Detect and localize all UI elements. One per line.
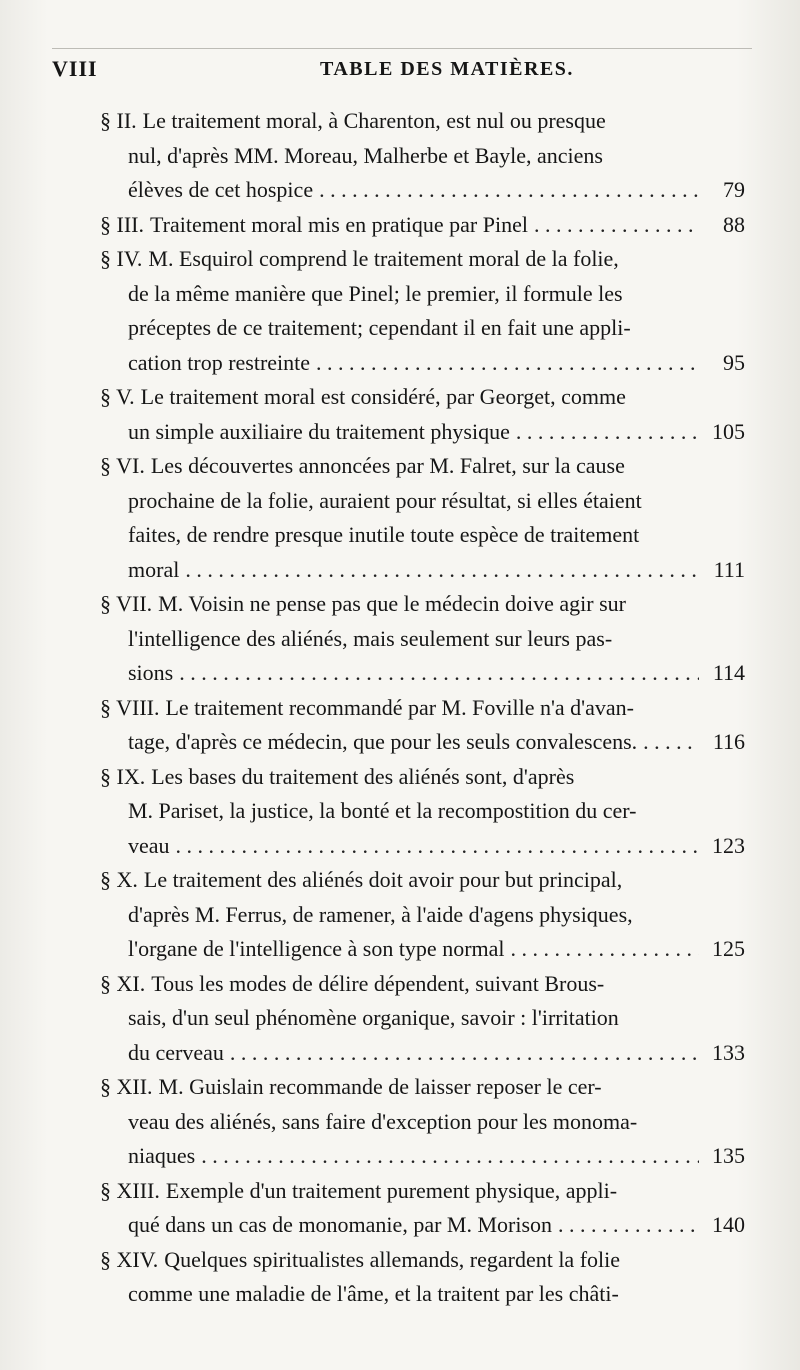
section-mark: § II. [100,108,137,133]
toc-line [100,863,745,898]
page-header [52,56,752,92]
toc-entry [100,760,745,864]
toc-line [100,898,745,933]
toc-line-text: un simple auxiliaire du traitement physique [128,418,510,444]
toc-line [100,967,745,1002]
toc-line-text: Exemple d'un traitement purement physique, appli- [165,1177,618,1203]
toc-line-text: d'après M. Ferrus, de ramener, à l'aide d'agens physiques, [128,901,633,927]
page-reference: 140 [712,1212,745,1237]
toc-entry [100,863,745,967]
toc-text [128,1109,637,1134]
toc-line-text: sais, d'un seul phénomène organique, savoir : l'irritation [128,1005,619,1030]
toc-text [100,971,604,996]
section-mark: § VII. [100,591,153,616]
toc-line [100,311,745,346]
dot-leader [511,932,699,967]
toc-line [100,208,745,243]
toc-line-text: moral [128,556,180,582]
toc-line [100,1139,745,1174]
toc-text [128,932,505,967]
dot-leader [534,208,699,243]
toc-entry [100,242,745,380]
toc-text [128,315,631,340]
dot-leader [201,1139,699,1174]
dot-leader [558,1208,699,1243]
toc-line [100,794,745,829]
toc-line [100,587,745,622]
toc-text [128,346,310,381]
toc-line [100,380,745,415]
toc-entry [100,1070,745,1174]
toc-entry [100,967,745,1071]
toc-line [100,173,745,208]
toc-line-text: nul, d'après MM. Moreau, Malherbe et Bayle, anciens [128,142,603,168]
toc-text [100,453,625,478]
page-reference: 88 [723,211,745,237]
toc-line [100,415,745,450]
toc-line-text: de la même manière que Pinel; le premier, il formule les [128,280,623,306]
toc-line-text: veau des aliénés, sans faire d'exception pour les monoma- [128,1108,638,1134]
toc-line-text: veau [128,832,170,858]
page-reference: 111 [713,556,745,582]
toc-text [100,1074,602,1099]
toc-line-text: Le traitement recommandé par M. Foville n'a d'avan- [165,694,634,720]
toc-line [100,1105,745,1140]
toc-line [100,553,745,588]
toc-text [128,1036,224,1071]
dot-leader [176,829,699,864]
section-mark: § VIII. [100,694,160,720]
toc-line-text: comme une maladie de l'âme, et la traitent par les châti- [128,1281,619,1306]
section-mark: § X. [100,867,138,892]
toc-text [128,415,510,450]
toc-line [100,242,745,277]
running-title: TABLE DES MATIÈRES. [320,58,574,80]
toc-line [100,518,745,553]
section-mark: § XIII. [100,1177,160,1203]
section-mark: § XII. [100,1074,153,1099]
toc-line [100,277,745,312]
toc-line [100,449,745,484]
toc-line-text: Traitement moral mis en pratique par Pinel [149,211,528,237]
section-mark: § IX. [100,763,146,789]
toc-text [128,143,603,168]
toc-line-text: qué dans un cas de monomanie, par M. Morison [128,1212,553,1237]
toc-line-text: Les découvertes annoncées par M. Falret, sur la cause [150,453,625,478]
section-mark: § XIV. [100,1246,159,1272]
toc-text [100,108,606,133]
toc-line-text: M. Guislain recommande de laisser reposer le cer- [158,1074,602,1099]
toc-line-text: M. Pariset, la justice, la bonté et la recompostition du cer- [128,798,637,823]
toc-line-text: tage, d'après ce médecin, que pour les seuls convalescens. [128,729,638,754]
toc-text [100,384,626,409]
toc-text [128,1005,619,1030]
toc-text [100,591,626,616]
toc-text [128,173,313,208]
dot-leader [316,346,699,381]
toc-line [100,829,745,864]
toc-text [100,867,622,892]
page-reference: 114 [712,660,745,685]
page-reference: 105 [712,418,745,444]
toc-text [100,1247,620,1272]
toc-line-text: sions [128,660,174,685]
toc-line-text: Le traitement moral est considéré, par Georget, comme [140,384,626,409]
toc-line-text: Quelques spiritualistes allemands, regardent la folie [164,1246,621,1272]
toc-line [100,760,745,795]
toc-line-text: l'intelligence des aliénés, mais seulement sur leurs pas- [128,625,613,651]
table-of-contents [100,104,745,1312]
toc-line-text: du cerveau [128,1039,224,1065]
toc-line-text: faites, de rendre presque inutile toute espèce de traitement [128,522,640,547]
toc-line-text: élèves de cet hospice [128,177,314,202]
toc-entry [100,1174,745,1243]
toc-text [128,798,636,823]
toc-line [100,1208,745,1243]
toc-line-text: Le traitement moral, à Charenton, est nul ou presque [142,108,606,133]
toc-line-text: prochaine de la folie, auraient pour résultat, si elles étaient [128,487,642,513]
toc-line [100,1001,745,1036]
toc-line-text: préceptes de ce traitement; cependant il en fait une appli- [128,315,631,340]
toc-entry [100,208,745,243]
page-reference: 116 [712,729,745,754]
toc-line [100,622,745,657]
dot-leader [643,725,699,760]
toc-line-text: M. Voisin ne pense pas que le médecin doive agir sur [158,591,626,616]
toc-line-text: M. Esquirol comprend le traitement moral de la folie, [148,246,619,271]
toc-text [128,281,623,306]
toc-text [128,829,170,864]
dot-leader [230,1036,699,1071]
dot-leader [516,415,699,450]
toc-text [128,725,637,760]
toc-text [128,1281,619,1306]
toc-line [100,346,745,381]
toc-text [128,553,179,588]
toc-line [100,1036,745,1071]
section-mark: § XI. [100,970,146,996]
section-mark: § VI. [100,453,145,478]
toc-line [100,1277,745,1312]
toc-text [128,626,612,651]
toc-entry [100,587,745,691]
top-rule [52,48,752,49]
toc-line-text: Le traitement des aliénés doit avoir pour but principal, [143,867,623,892]
dot-leader [319,173,699,208]
toc-line [100,656,745,691]
toc-text [100,764,574,789]
toc-line [100,691,745,726]
toc-line [100,725,745,760]
toc-text [128,1139,195,1174]
section-mark: § IV. [100,246,143,271]
page-reference: 125 [712,936,745,961]
toc-line [100,1243,745,1278]
toc-line [100,932,745,967]
page-reference: 79 [723,177,745,202]
toc-entry [100,691,745,760]
toc-line [100,484,745,519]
toc-entry [100,380,745,449]
toc-text [128,488,642,513]
section-mark: § V. [100,384,135,409]
page-number: VIII [52,56,98,81]
section-mark: § III. [100,211,144,237]
toc-text [100,208,528,243]
toc-line [100,139,745,174]
toc-line-text: Les bases du traitement des aliénés sont, d'après [151,763,575,789]
page-reference: 135 [712,1143,745,1168]
toc-line-text: cation trop restreinte [128,349,311,375]
dot-leader [179,656,699,691]
toc-text [128,522,639,547]
page-reference: 95 [723,349,745,375]
toc-entry [100,104,745,208]
toc-line-text: l'organe de l'intelligence à son type normal [128,936,505,961]
toc-text [128,1208,552,1243]
toc-line [100,1070,745,1105]
toc-text [100,695,634,720]
toc-text [100,1178,617,1203]
toc-line-text: niaques [128,1143,196,1168]
toc-line [100,104,745,139]
dot-leader [185,553,699,588]
toc-entry [100,449,745,587]
toc-line [100,1174,745,1209]
toc-text [100,246,619,271]
toc-text [128,656,173,691]
toc-text [128,902,633,927]
page-reference: 123 [712,832,745,858]
toc-line-text: Tous les modes de délire dépendent, suivant Brous- [151,970,605,996]
page-reference: 133 [712,1039,745,1065]
toc-entry [100,1243,745,1312]
